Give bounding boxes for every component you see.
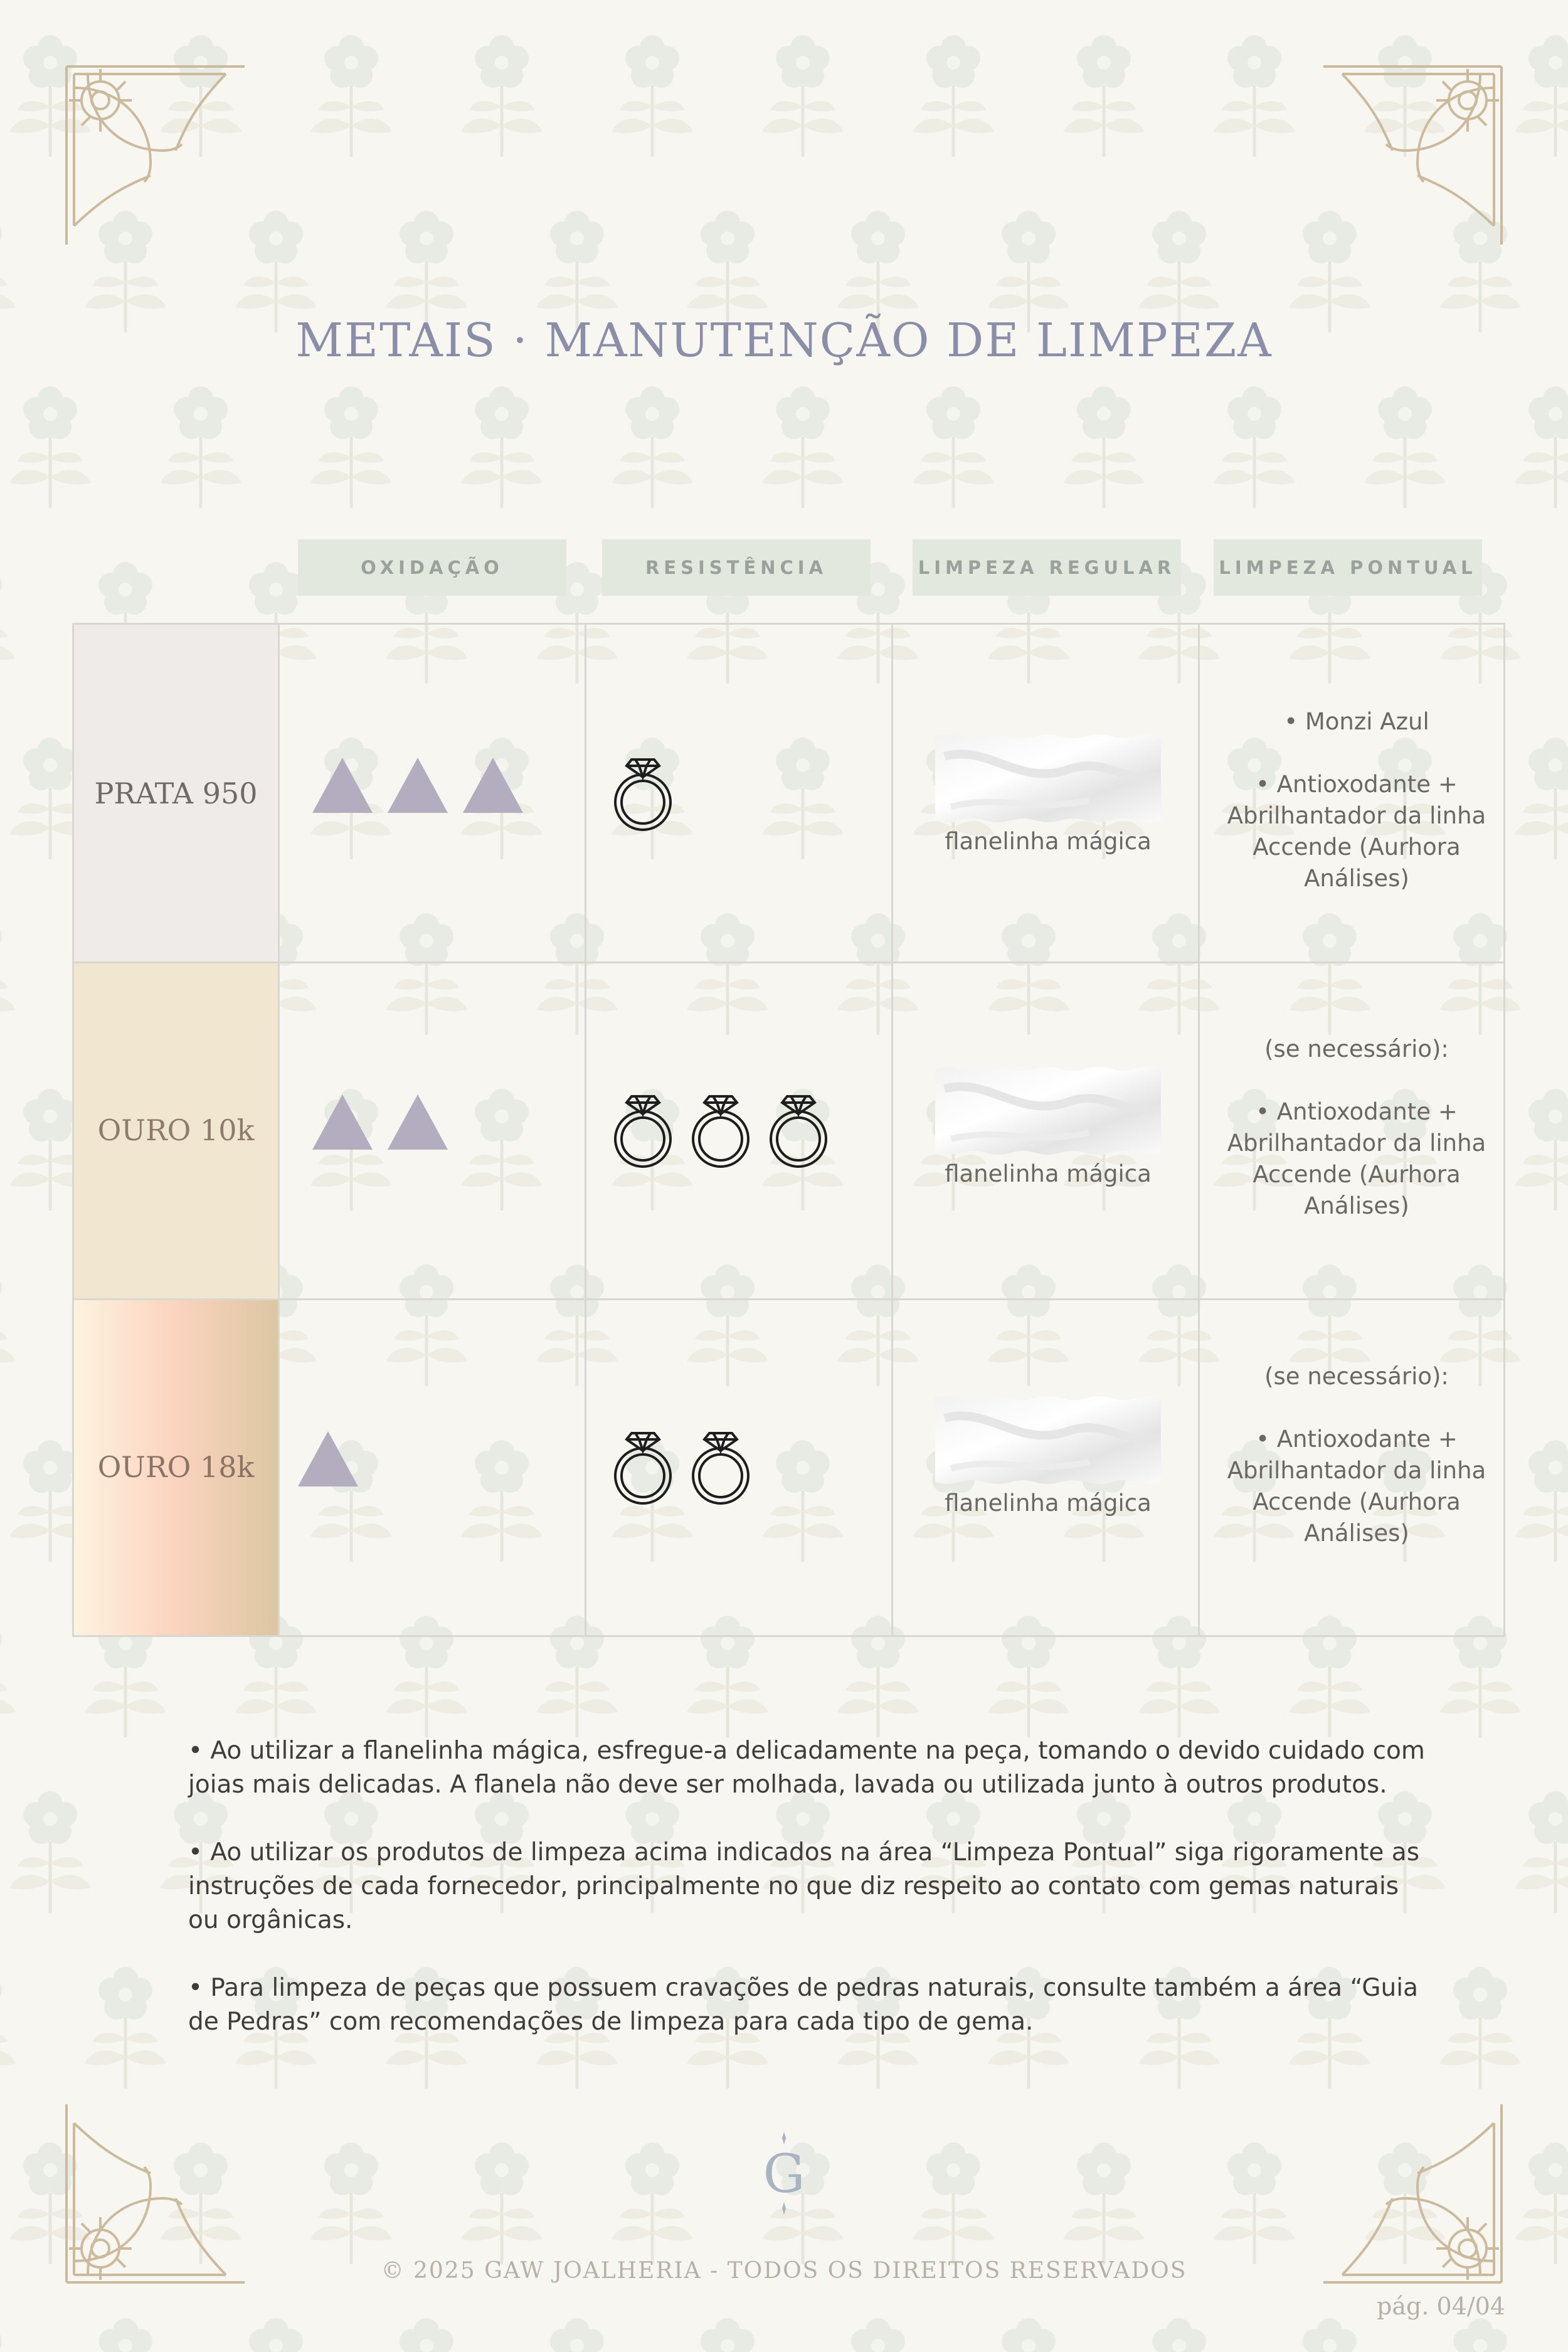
spot-cleaning-line: (se necessário): bbox=[1264, 1036, 1449, 1062]
diamond-ring-icon bbox=[688, 1427, 753, 1505]
note-paragraph: • Para limpeza de peças que possuem cravações de pedras naturais, consulte também a área “Guia de Pedras” com recomendações de limpeza para cada tipo de gema. bbox=[188, 1974, 1418, 2036]
triangle-icon bbox=[311, 1093, 374, 1151]
corner-ornament-top-left bbox=[63, 63, 251, 251]
row-label-ouro-18k bbox=[74, 1298, 278, 1635]
regular-cleaning-ouro-10k bbox=[926, 1064, 1170, 1187]
corner-ornament-top-right bbox=[1317, 63, 1505, 251]
logo-letter: G bbox=[763, 2143, 805, 2205]
metal-name: OURO 10k bbox=[97, 1113, 255, 1147]
note-paragraph: • Ao utilizar os produtos de limpeza acima indicados na área “Limpeza Pontual” siga rigoramente as instruções de cada fornecedor, principalmente no que diz respeito ao contato com gemas naturais ou orgânicas. bbox=[188, 1838, 1420, 1934]
triangle-icon bbox=[386, 1093, 449, 1151]
metal-name: OURO 18k bbox=[97, 1449, 255, 1484]
page-number: pág. 04/04 bbox=[1377, 2292, 1505, 2320]
triangle-icon bbox=[386, 756, 449, 814]
spot-cleaning-ouro-10k bbox=[1209, 1034, 1504, 1222]
grid-divider bbox=[74, 961, 1503, 963]
column-header-oxidation: OXIDAÇÃO bbox=[298, 539, 566, 596]
spot-cleaning-ouro-18k bbox=[1209, 1361, 1504, 1549]
spot-cleaning-line: • Antioxodante + Abrilhantador da linha Accende (Aurhora Análises) bbox=[1227, 1098, 1486, 1219]
footer-copyright: © 2025 GAW JOALHERIA - TODOS OS DIREITOS RESERVADOS bbox=[381, 2258, 1187, 2284]
triangle-icon bbox=[297, 1430, 359, 1488]
triangle-icon bbox=[462, 756, 524, 814]
notes-section bbox=[188, 1734, 1430, 2073]
cleaning-table bbox=[72, 623, 1505, 1637]
grid-divider bbox=[74, 1298, 1503, 1300]
grid-divider bbox=[585, 625, 586, 1635]
diamond-ring-icon bbox=[610, 1427, 675, 1505]
row-label-prata-950 bbox=[74, 625, 278, 961]
regular-cleaning-prata-950 bbox=[926, 731, 1170, 855]
diamond-ring-icon bbox=[610, 1090, 675, 1168]
regular-cleaning-ouro-18k bbox=[926, 1393, 1170, 1517]
diamond-ring-icon bbox=[688, 1090, 753, 1168]
column-header-regular-cleaning: LIMPEZA REGULAR bbox=[913, 539, 1181, 596]
grid-divider bbox=[1198, 625, 1200, 1635]
column-header-resistance: RESISTÊNCIA bbox=[602, 539, 871, 596]
diamond-ring-icon bbox=[766, 1090, 831, 1168]
grid-divider bbox=[278, 625, 280, 1635]
row-label-ouro-10k bbox=[74, 961, 278, 1298]
page-title: METAIS · MANUTENÇÃO DE LIMPEZA bbox=[295, 314, 1273, 368]
cloth-image bbox=[932, 1393, 1164, 1487]
brand-logo bbox=[759, 2129, 809, 2217]
spot-cleaning-line: • Monzi Azul bbox=[1284, 708, 1429, 735]
cloth-caption: flanelinha mágica bbox=[945, 1490, 1152, 1517]
note-paragraph: • Ao utilizar a flanelinha mágica, esfregue-a delicadamente na peça, tomando o devido cuidado com joias mais delicadas. A flanela não deve ser molhada, lavada ou utilizada junto à outros produtos. bbox=[188, 1737, 1425, 1799]
cloth-image bbox=[932, 731, 1164, 825]
triangle-icon bbox=[311, 756, 374, 814]
cloth-image bbox=[932, 1064, 1164, 1158]
spot-cleaning-line: • Antioxodante + Abrilhantador da linha Accende (Aurhora Análises) bbox=[1227, 771, 1486, 892]
cloth-caption: flanelinha mágica bbox=[945, 1160, 1152, 1187]
grid-divider bbox=[891, 625, 893, 1635]
column-header-spot-cleaning: LIMPEZA PONTUAL bbox=[1214, 539, 1482, 596]
spot-cleaning-line: (se necessário): bbox=[1264, 1363, 1449, 1390]
spot-cleaning-line: • Antioxodante + Abrilhantador da linha Accende (Aurhora Análises) bbox=[1227, 1426, 1486, 1547]
spot-cleaning-prata-950 bbox=[1209, 706, 1504, 894]
cloth-caption: flanelinha mágica bbox=[945, 828, 1152, 855]
diamond-ring-icon bbox=[610, 753, 675, 831]
metal-name: PRATA 950 bbox=[94, 776, 258, 810]
